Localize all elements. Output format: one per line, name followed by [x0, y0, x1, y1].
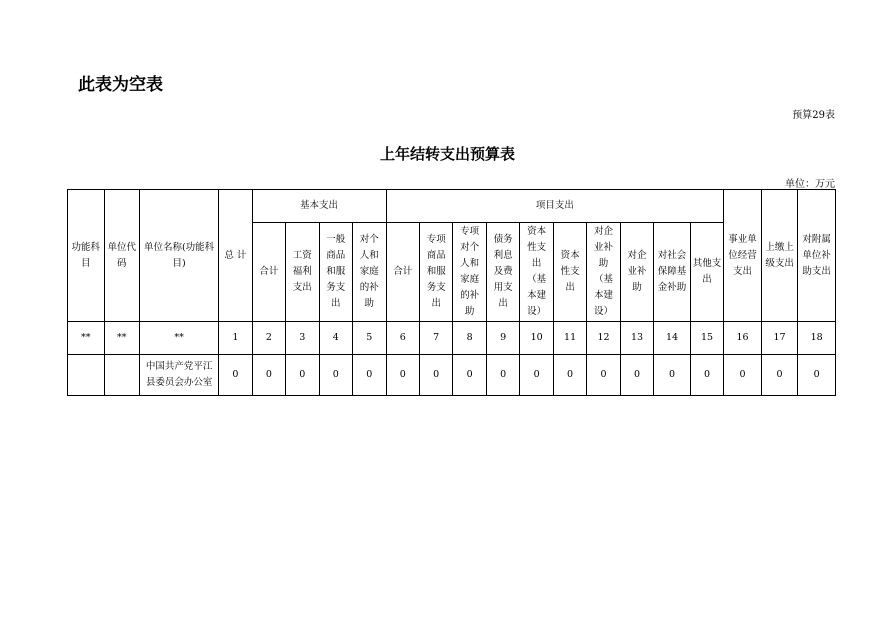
empty-table-note: 此表为空表 — [78, 75, 163, 95]
index-cell: 3 — [286, 322, 319, 355]
col-project-enterprise-construction: 对企业补助（基本建设） — [587, 223, 620, 322]
header-row-group — [68, 190, 836, 223]
cell-value: 0 — [419, 355, 452, 396]
index-cell: ** — [140, 322, 219, 355]
index-cell: 6 — [386, 322, 419, 355]
col-basic-personal: 对个人和家庭的补助 — [353, 223, 386, 322]
index-cell: 14 — [654, 322, 691, 355]
index-cell: 5 — [353, 322, 386, 355]
cell-value: 0 — [620, 355, 653, 396]
page-title: 上年结转支出预算表 — [379, 145, 515, 163]
col-project-personal: 专项对个人和家庭的补助 — [453, 223, 486, 322]
index-cell: ** — [104, 322, 140, 355]
cell-value: 0 — [587, 355, 620, 396]
cell-value: 0 — [486, 355, 519, 396]
col-basic-group: 基本支出 — [252, 190, 386, 223]
table-row — [68, 355, 836, 396]
cell-value: 0 — [520, 355, 553, 396]
cell-value: 0 — [690, 355, 724, 396]
index-cell: 4 — [319, 322, 352, 355]
col-project-capital-construction: 资本性支出（基本建设） — [520, 223, 553, 322]
cell-unit-code — [104, 355, 140, 396]
index-cell: 15 — [690, 322, 724, 355]
col-project-enterprise: 对企业补助 — [620, 223, 653, 322]
index-cell: 17 — [761, 322, 798, 355]
cell-value: 0 — [353, 355, 386, 396]
cell-value: 0 — [386, 355, 419, 396]
col-project-capital: 资本性支出 — [553, 223, 586, 322]
cell-value: 0 — [219, 355, 252, 396]
index-cell: 18 — [798, 322, 836, 355]
index-cell: 16 — [724, 322, 762, 355]
index-cell: 12 — [587, 322, 620, 355]
cell-value: 0 — [654, 355, 691, 396]
cell-value: 0 — [761, 355, 798, 396]
col-project-subtotal: 合计 — [386, 223, 419, 322]
cell-value: 0 — [286, 355, 319, 396]
cell-value: 0 — [252, 355, 285, 396]
index-cell: 1 — [219, 322, 252, 355]
col-basic-goods: 一般商品和服务支出 — [319, 223, 352, 322]
cell-value: 0 — [724, 355, 762, 396]
col-project-group: 项目支出 — [386, 190, 724, 223]
col-project-other: 其他支出 — [690, 223, 724, 322]
index-cell: 11 — [553, 322, 586, 355]
col-business: 事业单位经营支出 — [724, 190, 762, 322]
col-project-goods: 专项商品和服务支出 — [419, 223, 452, 322]
index-cell: 2 — [252, 322, 285, 355]
col-project-social-security: 对社会保障基金补助 — [654, 223, 691, 322]
col-basic-wages: 工资福利支出 — [286, 223, 319, 322]
cell-value: 0 — [798, 355, 836, 396]
index-cell: 13 — [620, 322, 653, 355]
index-cell: 7 — [419, 322, 452, 355]
cell-value: 0 — [453, 355, 486, 396]
col-upper: 上缴上级支出 — [761, 190, 798, 322]
index-row — [68, 322, 836, 355]
col-affiliate: 对附属单位补助支出 — [798, 190, 836, 322]
col-total: 总 计 — [219, 190, 252, 322]
index-cell: 10 — [520, 322, 553, 355]
col-basic-subtotal: 合计 — [252, 223, 285, 322]
unit-label: 单位：万元 — [785, 179, 835, 190]
col-unit-code: 单位代码 — [104, 190, 140, 322]
col-func-subject: 功能科目 — [68, 190, 105, 322]
index-cell: ** — [68, 322, 105, 355]
col-unit-name: 单位名称(功能科目) — [140, 190, 219, 322]
index-cell: 9 — [486, 322, 519, 355]
cell-unit-name: 中国共产党平江县委员会办公室 — [140, 355, 219, 396]
index-cell: 8 — [453, 322, 486, 355]
form-number: 预算29表 — [792, 110, 835, 121]
cell-value: 0 — [319, 355, 352, 396]
cell-value: 0 — [553, 355, 586, 396]
budget-table — [67, 189, 836, 396]
cell-func-subject — [68, 355, 105, 396]
col-project-debt: 债务利息及费用支出 — [486, 223, 519, 322]
